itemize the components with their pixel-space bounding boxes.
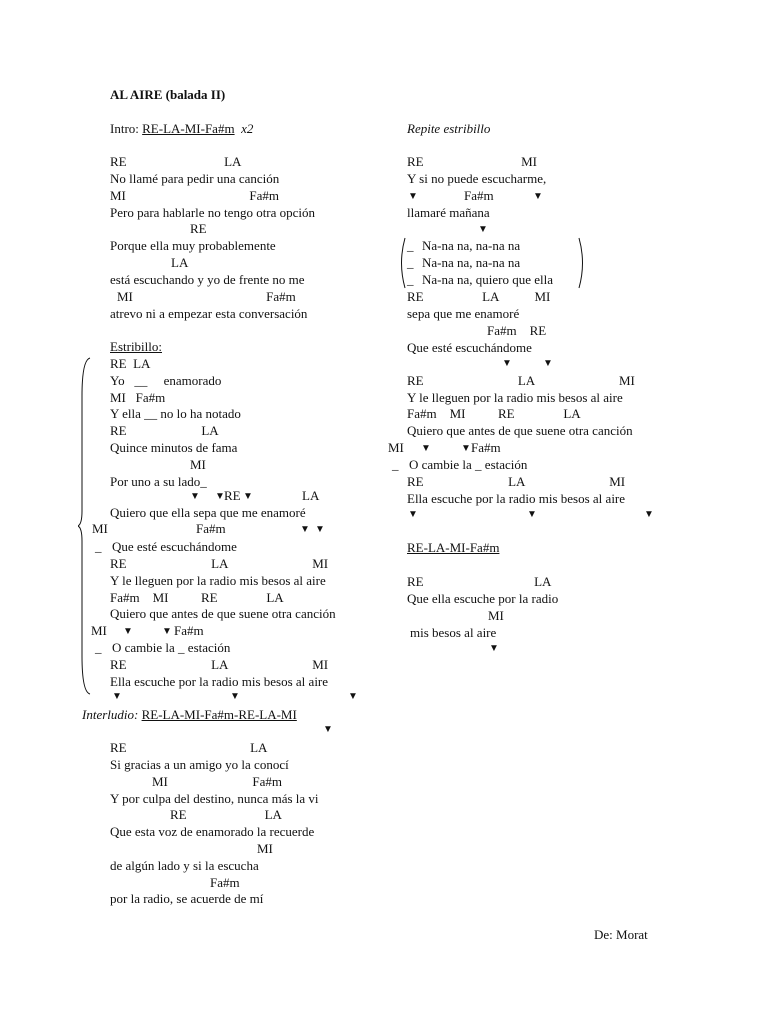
chord-line: MI (190, 457, 206, 472)
lyric-line: Porque ella muy probablemente (110, 238, 276, 253)
down-arrow-icon: ▼ (408, 191, 418, 202)
chord-line: Fa#m MI RE LA (407, 406, 581, 421)
chord-line: RE LA MI (407, 289, 551, 304)
chord-label: Fa#m (471, 440, 501, 455)
lyric-line: Pero para hablarle no tengo otra opción (110, 205, 316, 220)
chord-line: RE LA (110, 423, 219, 438)
nana-line: Na-na na, na-na na (422, 238, 521, 253)
intro-chords: RE-LA-MI-Fa#m (142, 121, 235, 136)
lyric-line: Ella escuche por la radio mis besos al aire (110, 674, 329, 689)
intro-line (110, 121, 253, 137)
song-title: AL AIRE (balada II) (110, 87, 226, 102)
nana-line: Na-na na, quiero que ella (422, 272, 554, 287)
lyric-line: sepa que me enamoré (407, 306, 520, 321)
lyric-line: Ella escuche por la radio mis besos al aire (407, 491, 626, 506)
down-arrow-icon: ▼ (230, 691, 240, 702)
down-arrow-icon: ▼ (215, 491, 225, 502)
down-arrow-icon: ▼ (162, 626, 172, 637)
lyric-line: Por uno a su lado_ (110, 474, 207, 489)
chord-label: RE (224, 488, 241, 503)
down-arrow-icon: ▼ (408, 509, 418, 520)
down-arrow-icon: ▼ (502, 358, 512, 369)
chord-line: MI Fa#m (152, 774, 282, 789)
chord-line: Fa#m MI RE LA (110, 590, 284, 605)
lyric-line: Si gracias a un amigo yo la conocí (110, 757, 289, 772)
lyric-line: Y le lleguen por la radio mis besos al aire (110, 573, 326, 588)
lyric-line: mis besos al aire (410, 625, 497, 640)
down-arrow-icon: ▼ (315, 524, 325, 535)
chord-line: RE LA (110, 356, 151, 371)
chord-line: MI Fa#m (117, 289, 296, 304)
lyric-line: atrevo ni a empezar esta conversación (110, 306, 308, 321)
chord-line: RE LA MI (407, 373, 635, 388)
interlude-line (82, 707, 297, 723)
down-arrow-icon: ▼ (527, 509, 537, 520)
left-paren (397, 237, 407, 289)
intro-repeat: x2 (241, 121, 254, 136)
outro-chords: RE-LA-MI-Fa#m (407, 540, 500, 555)
nana-line: Na-na na, na-na na (422, 255, 521, 270)
chord-line: MI Fa#m (110, 188, 279, 203)
lyric-line: está escuchando y yo de frente no me (110, 272, 305, 287)
repite-label: Repite estribillo (407, 121, 491, 136)
chord-line: RE LA (110, 740, 268, 755)
chord-line: RE LA (170, 807, 282, 822)
blank-mark: _ (407, 238, 414, 253)
down-arrow-icon: ▼ (533, 191, 543, 202)
blank-mark: _ (95, 640, 102, 655)
chord-line: RE LA (407, 574, 552, 589)
chord-label: MI (488, 608, 504, 623)
chord-label: Fa#m (174, 623, 204, 638)
chord-label: MI (92, 521, 108, 536)
blank-mark: _ (95, 539, 102, 554)
lyric-line: O cambie la _ estación (409, 457, 528, 472)
lyric-line: Quiero que antes de que suene otra canción (407, 423, 633, 438)
lyric-line: No llamé para pedir una canción (110, 171, 280, 186)
chord-line: MI (257, 841, 273, 856)
blank-mark: _ (407, 272, 414, 287)
lyric-line: Y si no puede escucharme, (407, 171, 547, 186)
lyric-line: por la radio, se acuerde de mí (110, 891, 264, 906)
chord-line: Fa#m (210, 875, 240, 890)
chord-line: RE LA MI (110, 657, 329, 672)
chord-line: RE LA MI (407, 474, 626, 489)
down-arrow-icon: ▼ (478, 224, 488, 235)
down-arrow-icon: ▼ (543, 358, 553, 369)
down-arrow-icon: ▼ (461, 443, 471, 454)
lyric-line: llamaré mañana (407, 205, 490, 220)
lyric-line: Que esté escuchándome (407, 340, 532, 355)
lyric-line: Y por culpa del destino, nunca más la vi (110, 791, 319, 806)
blank-mark: _ (392, 457, 399, 472)
lyric-line: Que ella escuche por la radio (407, 591, 559, 606)
lyric-line: Quiero que antes de que suene otra canción (110, 606, 336, 621)
lyric-line: Y le lleguen por la radio mis besos al aire (407, 390, 623, 405)
lyric-line: de algún lado y si la escucha (110, 858, 259, 873)
lyric-line: Quince minutos de fama (110, 440, 238, 455)
lyric-line: Yo __ enamorado (110, 373, 222, 388)
chord-label: Fa#m (196, 521, 226, 536)
right-paren (577, 237, 587, 289)
chord-line: RE LA MI (110, 556, 329, 571)
chorus-label: Estribillo: (110, 339, 162, 354)
chord-line: RE MI (407, 154, 537, 169)
lyric-line: Que esta voz de enamorado la recuerde (110, 824, 315, 839)
chord-line: RE (190, 221, 207, 236)
intro-label: Intro: (110, 121, 143, 136)
down-arrow-icon: ▼ (348, 691, 358, 702)
down-arrow-icon: ▼ (123, 626, 133, 637)
interlude-label: Interludio: (82, 707, 142, 722)
chord-label: Fa#m (464, 188, 494, 203)
lyric-line: Que esté escuchándome (112, 539, 237, 554)
down-arrow-icon: ▼ (421, 443, 431, 454)
down-arrow-icon: ▼ (243, 491, 253, 502)
chord-label: MI (91, 623, 107, 638)
interlude-chords: RE-LA-MI-Fa#m-RE-LA-MI (141, 707, 297, 722)
down-arrow-icon: ▼ (489, 643, 499, 654)
lyric-line: O cambie la _ estación (112, 640, 231, 655)
chord-line: RE LA (110, 154, 242, 169)
credit: De: Morat (594, 927, 648, 942)
down-arrow-icon: ▼ (323, 724, 333, 735)
down-arrow-icon: ▼ (190, 491, 200, 502)
down-arrow-icon: ▼ (644, 509, 654, 520)
chord-line: LA (171, 255, 189, 270)
blank-mark: _ (407, 255, 414, 270)
lyric-line: Quiero que ella sepa que me enamoré (110, 505, 306, 520)
lyric-line: Y ella __ no lo ha notado (110, 406, 241, 421)
chord-label: MI (388, 440, 404, 455)
chord-label: LA (302, 488, 320, 503)
chord-line: MI Fa#m (110, 390, 166, 405)
down-arrow-icon: ▼ (112, 691, 122, 702)
chord-line: Fa#m RE (487, 323, 547, 338)
down-arrow-icon: ▼ (300, 524, 310, 535)
